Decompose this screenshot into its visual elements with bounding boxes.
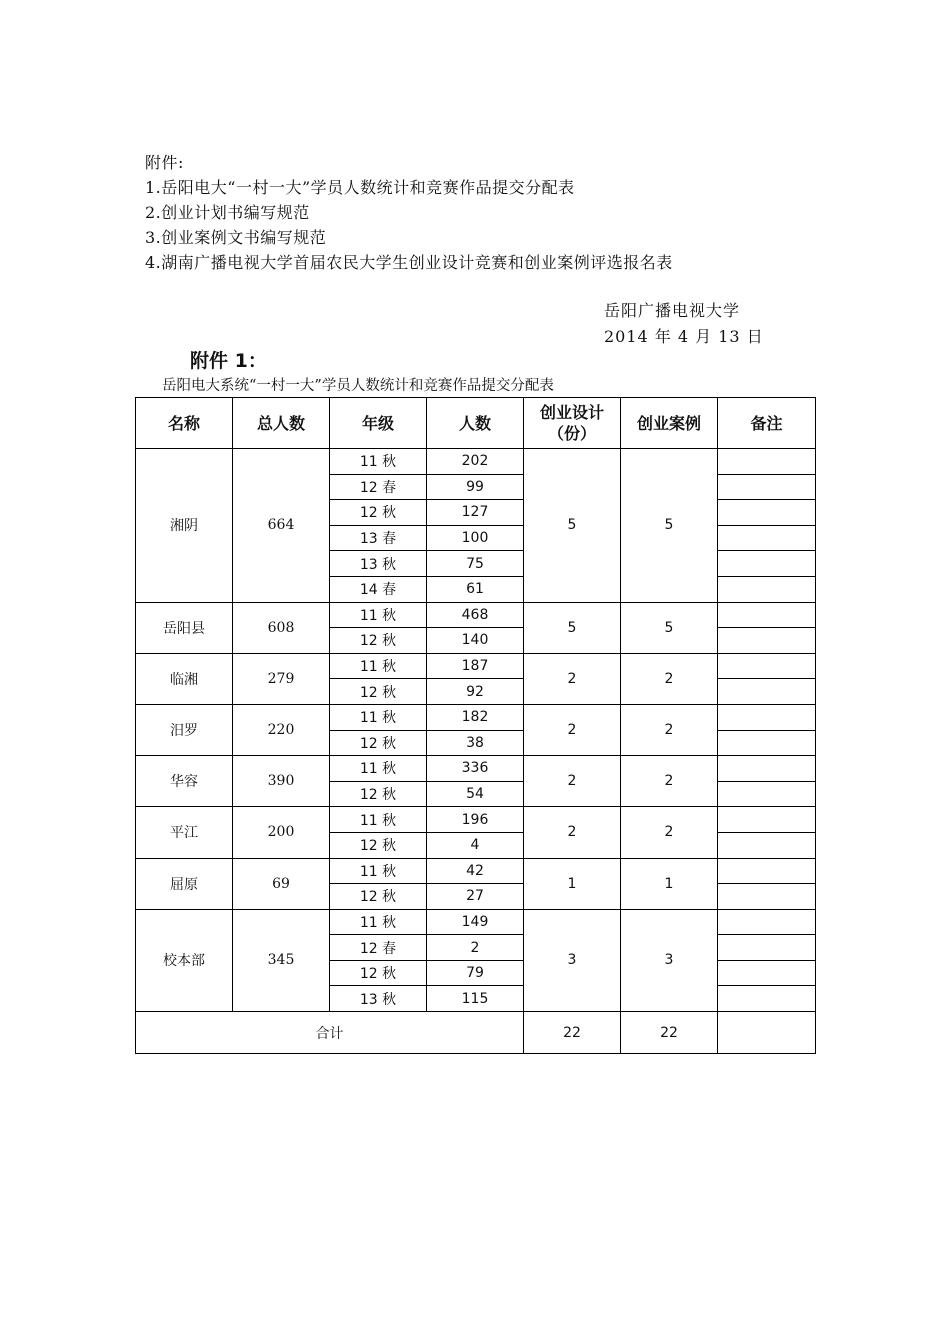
table-row <box>136 756 816 782</box>
cell-note <box>718 474 816 500</box>
cell-total: 664 <box>233 449 330 603</box>
cell-total: 345 <box>233 909 330 1011</box>
total-case: 22 <box>621 1012 718 1054</box>
attachment-item-2: 2.创业计划书编写规范 <box>145 203 310 222</box>
cell-count: 92 <box>427 679 524 705</box>
header-note: 备注 <box>718 398 816 449</box>
cell-note <box>718 449 816 475</box>
table-row <box>136 909 816 935</box>
cell-count: 61 <box>427 576 524 602</box>
cell-note <box>718 653 816 679</box>
header-name: 名称 <box>136 398 233 449</box>
cell-count: 2 <box>427 935 524 961</box>
cell-note <box>718 884 816 910</box>
signature-block <box>604 298 764 350</box>
cell-note <box>718 935 816 961</box>
cell-grade: 13 春 <box>330 525 427 551</box>
cell-case: 5 <box>621 602 718 653</box>
cell-total: 200 <box>233 807 330 858</box>
attachment-item-3: 3.创业案例文书编写规范 <box>145 228 327 247</box>
cell-note <box>718 960 816 986</box>
cell-count: 54 <box>427 781 524 807</box>
cell-name: 湘阴 <box>136 449 233 603</box>
cell-case: 2 <box>621 704 718 755</box>
cell-count: 100 <box>427 525 524 551</box>
signature-org: 岳阳广播电视大学 <box>604 301 741 320</box>
table-row <box>136 602 816 628</box>
cell-note <box>718 602 816 628</box>
cell-count: 99 <box>427 474 524 500</box>
cell-grade: 13 秋 <box>330 986 427 1012</box>
cell-count: 38 <box>427 730 524 756</box>
cell-count: 468 <box>427 602 524 628</box>
cell-count: 127 <box>427 500 524 526</box>
cell-count: 4 <box>427 832 524 858</box>
cell-count: 42 <box>427 858 524 884</box>
appendix-heading: 附件 1： <box>190 350 267 372</box>
cell-count: 79 <box>427 960 524 986</box>
total-row <box>136 1012 816 1054</box>
cell-note <box>718 704 816 730</box>
cell-name: 平江 <box>136 807 233 858</box>
cell-note <box>718 756 816 782</box>
attachments-list <box>145 150 673 275</box>
cell-grade: 12 春 <box>330 474 427 500</box>
header-design <box>524 398 621 449</box>
cell-note <box>718 576 816 602</box>
cell-name: 华容 <box>136 756 233 807</box>
cell-name: 汨罗 <box>136 704 233 755</box>
cell-count: 187 <box>427 653 524 679</box>
cell-case: 2 <box>621 756 718 807</box>
cell-note <box>718 807 816 833</box>
attachments-label: 附件: <box>145 153 184 172</box>
cell-grade: 11 秋 <box>330 602 427 628</box>
cell-design: 1 <box>524 858 621 909</box>
total-label: 合计 <box>136 1012 524 1054</box>
cell-total: 220 <box>233 704 330 755</box>
attachment-item-1: 1.岳阳电大“一村一大”学员人数统计和竞赛作品提交分配表 <box>145 178 575 197</box>
cell-design: 2 <box>524 704 621 755</box>
header-count: 人数 <box>427 398 524 449</box>
table-header-row <box>136 398 816 449</box>
cell-note <box>718 628 816 654</box>
cell-total: 390 <box>233 756 330 807</box>
cell-grade: 12 秋 <box>330 730 427 756</box>
cell-count: 75 <box>427 551 524 577</box>
cell-design: 3 <box>524 909 621 1011</box>
cell-design: 5 <box>524 449 621 603</box>
cell-case: 3 <box>621 909 718 1011</box>
cell-grade: 14 春 <box>330 576 427 602</box>
cell-grade: 11 秋 <box>330 449 427 475</box>
table-row <box>136 807 816 833</box>
attachment-item-4: 4.湖南广播电视大学首届农民大学生创业设计竞赛和创业案例评选报名表 <box>145 253 673 272</box>
signature-date: 2014 年 4 月 13 日 <box>604 327 764 346</box>
cell-grade: 11 秋 <box>330 807 427 833</box>
header-design-line1: 创业设计 <box>539 403 604 422</box>
cell-count: 202 <box>427 449 524 475</box>
cell-case: 1 <box>621 858 718 909</box>
cell-design: 2 <box>524 756 621 807</box>
cell-count: 182 <box>427 704 524 730</box>
cell-total: 608 <box>233 602 330 653</box>
cell-grade: 12 秋 <box>330 500 427 526</box>
cell-note <box>718 551 816 577</box>
cell-note <box>718 679 816 705</box>
cell-grade: 12 秋 <box>330 832 427 858</box>
cell-total: 279 <box>233 653 330 704</box>
cell-name: 岳阳县 <box>136 602 233 653</box>
cell-note <box>718 832 816 858</box>
cell-case: 2 <box>621 807 718 858</box>
cell-name: 校本部 <box>136 909 233 1011</box>
cell-note <box>718 500 816 526</box>
cell-note <box>718 986 816 1012</box>
cell-case: 5 <box>621 449 718 603</box>
cell-grade: 12 秋 <box>330 679 427 705</box>
cell-total: 69 <box>233 858 330 909</box>
table-row <box>136 704 816 730</box>
cell-count: 27 <box>427 884 524 910</box>
cell-count: 336 <box>427 756 524 782</box>
cell-grade: 12 秋 <box>330 884 427 910</box>
cell-design: 2 <box>524 653 621 704</box>
cell-design: 2 <box>524 807 621 858</box>
total-note <box>718 1012 816 1054</box>
table-body <box>136 449 816 1054</box>
cell-grade: 12 春 <box>330 935 427 961</box>
cell-note <box>718 525 816 551</box>
table-row <box>136 449 816 475</box>
cell-name: 屈原 <box>136 858 233 909</box>
cell-grade: 11 秋 <box>330 909 427 935</box>
cell-grade: 11 秋 <box>330 756 427 782</box>
cell-grade: 12 秋 <box>330 628 427 654</box>
cell-count: 115 <box>427 986 524 1012</box>
cell-note <box>718 781 816 807</box>
table-row <box>136 653 816 679</box>
cell-grade: 11 秋 <box>330 653 427 679</box>
cell-name: 临湘 <box>136 653 233 704</box>
cell-count: 149 <box>427 909 524 935</box>
cell-grade: 11 秋 <box>330 858 427 884</box>
cell-note <box>718 909 816 935</box>
cell-note <box>718 730 816 756</box>
allocation-table <box>135 397 816 1054</box>
header-case: 创业案例 <box>621 398 718 449</box>
cell-grade: 12 秋 <box>330 781 427 807</box>
cell-count: 196 <box>427 807 524 833</box>
cell-note <box>718 858 816 884</box>
cell-count: 140 <box>427 628 524 654</box>
cell-case: 2 <box>621 653 718 704</box>
table-caption: 岳阳电大系统“一村一大”学员人数统计和竞赛作品提交分配表 <box>162 378 554 394</box>
cell-grade: 13 秋 <box>330 551 427 577</box>
cell-design: 5 <box>524 602 621 653</box>
table-row <box>136 858 816 884</box>
total-design: 22 <box>524 1012 621 1054</box>
header-design-line2: （份） <box>547 424 596 443</box>
header-total: 总人数 <box>233 398 330 449</box>
cell-grade: 12 秋 <box>330 960 427 986</box>
header-grade: 年级 <box>330 398 427 449</box>
cell-grade: 11 秋 <box>330 704 427 730</box>
